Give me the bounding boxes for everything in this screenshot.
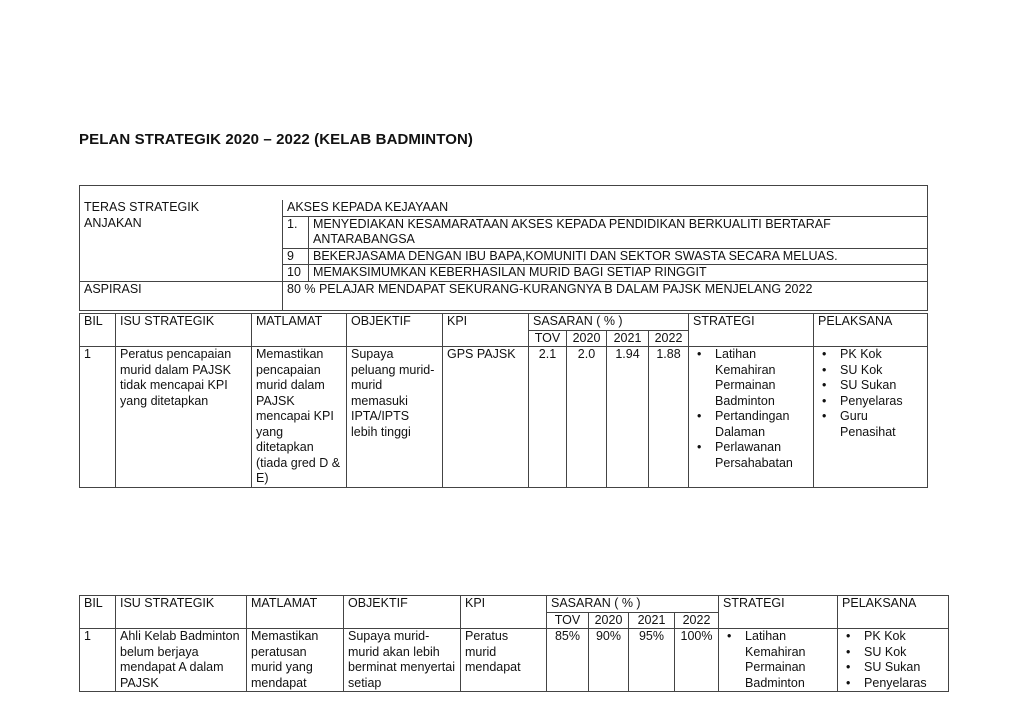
- cell-objektif: Supaya murid-murid akan lebih berminat menyertai setiap: [344, 629, 461, 692]
- col-2020: 2020: [589, 612, 629, 629]
- col-tov: TOV: [547, 612, 589, 629]
- cell-2020: 2.0: [567, 347, 607, 488]
- anjakan-num: 1.: [283, 216, 309, 248]
- anjakan-text: BEKERJASAMA DENGAN IBU BAPA,KOMUNITI DAN SEKTOR SWASTA SECARA MELUAS.: [309, 248, 928, 265]
- col-sasaran: SASARAN ( % ): [547, 596, 719, 613]
- cell-matlamat: Memastikan pencapaian murid dalam PAJSK mencapai KPI yang ditetapkan (tiada gred D & E): [252, 347, 347, 488]
- col-pelaksana: PELAKSANA: [838, 596, 949, 629]
- col-strategi: STRATEGI: [719, 596, 838, 629]
- cell-isu: Peratus pencapaian murid dalam PAJSK tidak mencapai KPI yang ditetapkan: [116, 347, 252, 488]
- cell-kpi: GPS PAJSK: [443, 347, 529, 488]
- table-row: [80, 629, 949, 692]
- list-item: • SU Sukan: [840, 378, 923, 394]
- col-bil: BIL: [80, 314, 116, 347]
- list-item: • Latihan Kemahiran Permainan Badminton: [745, 629, 833, 691]
- col-objektif: OBJEKTIF: [344, 596, 461, 629]
- list-item: • SU Sukan: [864, 660, 944, 676]
- col-matlamat: MATLAMAT: [247, 596, 344, 629]
- col-pelaksana: PELAKSANA: [814, 314, 928, 347]
- anjakan-text: MENYEDIAKAN KESAMARATAAN AKSES KEPADA PENDIDIKAN BERKUALITI BERTARAF ANTARABANGSA: [309, 216, 928, 248]
- cell-2021: 95%: [629, 629, 675, 692]
- cell-2022: 100%: [675, 629, 719, 692]
- cell-bil: 1: [80, 629, 116, 692]
- col-strategi: STRATEGI: [689, 314, 814, 347]
- cell-2021: 1.94: [607, 347, 649, 488]
- page-title: PELAN STRATEGIK 2020 – 2022 (KELAB BADMINTON): [79, 131, 474, 148]
- cell-strategi: [719, 629, 838, 692]
- cell-tov: 85%: [547, 629, 589, 692]
- strategic-header-table: [79, 185, 928, 311]
- cell-isu: Ahli Kelab Badminton belum berjaya mendapat A dalam PAJSK: [116, 629, 247, 692]
- cell-2022: 1.88: [649, 347, 689, 488]
- cell-matlamat: Memastikan peratusan murid yang mendapat: [247, 629, 344, 692]
- list-item: • PK Kok: [864, 629, 944, 645]
- col-2021: 2021: [629, 612, 675, 629]
- list-item: • Latihan Kemahiran Permainan Badminton: [715, 347, 809, 409]
- list-item: • Penyelaras: [864, 676, 944, 692]
- anjakan-num: 9: [283, 248, 309, 265]
- col-objektif: OBJEKTIF: [347, 314, 443, 347]
- anjakan-label: ANJAKAN: [80, 216, 283, 281]
- cell-bil: 1: [80, 347, 116, 488]
- col-2020: 2020: [567, 330, 607, 347]
- col-matlamat: MATLAMAT: [252, 314, 347, 347]
- col-isu: ISU STRATEGIK: [116, 314, 252, 347]
- anjakan-text: MEMAKSIMUMKAN KEBERHASILAN MURID BAGI SETIAP RINGGIT: [309, 265, 928, 282]
- cell-tov: 2.1: [529, 347, 567, 488]
- list-item: • Pertandingan Dalaman: [715, 409, 809, 440]
- cell-objektif: Supaya peluang murid-murid memasuki IPTA/IPTS lebih tinggi: [347, 347, 443, 488]
- list-item: • SU Kok: [864, 645, 944, 661]
- col-isu: ISU STRATEGIK: [116, 596, 247, 629]
- table-row: [80, 347, 928, 488]
- cell-strategi: [689, 347, 814, 488]
- aspirasi-value: 80 % PELAJAR MENDAPAT SEKURANG-KURANGNYA B DALAM PAJSK MENJELANG 2022: [283, 281, 928, 310]
- teras-label: TERAS STRATEGIK: [80, 200, 283, 216]
- col-2022: 2022: [649, 330, 689, 347]
- col-2021: 2021: [607, 330, 649, 347]
- cell-pelaksana: [814, 347, 928, 488]
- cell-2020: 90%: [589, 629, 629, 692]
- strategy-table-2: [79, 595, 949, 692]
- list-item: • Penyelaras: [840, 394, 923, 410]
- col-tov: TOV: [529, 330, 567, 347]
- cell-pelaksana: [838, 629, 949, 692]
- cell-kpi: Peratus murid mendapat: [461, 629, 547, 692]
- strategy-table-1: [79, 313, 928, 488]
- list-item: • SU Kok: [840, 363, 923, 379]
- list-item: • Perlawanan Persahabatan: [715, 440, 809, 471]
- teras-value: AKSES KEPADA KEJAYAAN: [283, 200, 928, 216]
- list-item: • Guru Penasihat: [840, 409, 923, 440]
- col-2022: 2022: [675, 612, 719, 629]
- col-kpi: KPI: [443, 314, 529, 347]
- list-item: • PK Kok: [840, 347, 923, 363]
- col-kpi: KPI: [461, 596, 547, 629]
- col-bil: BIL: [80, 596, 116, 629]
- aspirasi-label: ASPIRASI: [80, 281, 283, 310]
- anjakan-num: 10: [283, 265, 309, 282]
- col-sasaran: SASARAN ( % ): [529, 314, 689, 331]
